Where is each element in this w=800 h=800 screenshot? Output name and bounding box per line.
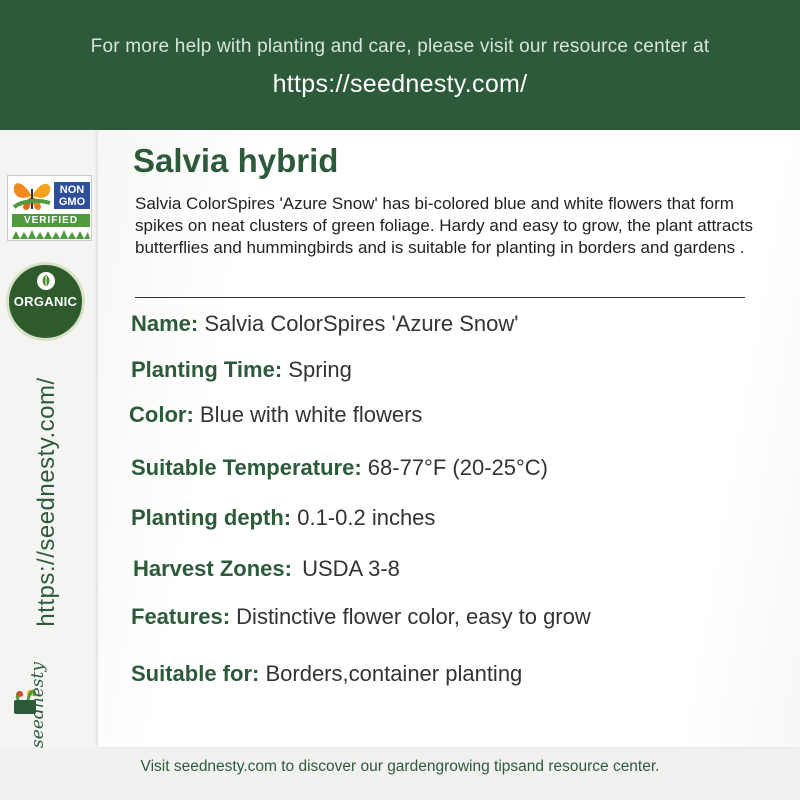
banner-help-text: For more help with planting and care, please visit our resource center at xyxy=(90,36,710,57)
non-gmo-label: NON GMO xyxy=(54,182,90,209)
footer-text: Visit seednesty.com to discover our gardengrowing tipsand resource center. xyxy=(140,758,660,775)
detail-value: Distinctive flower color, easy to grow xyxy=(236,604,591,629)
detail-label: Planting Time: xyxy=(131,357,283,382)
detail-label: Harvest Zones: xyxy=(133,556,292,581)
detail-label: Color: xyxy=(129,402,194,427)
detail-row-temperature xyxy=(131,455,548,481)
detail-label: Suitable for: xyxy=(131,661,260,686)
non-gmo-badge xyxy=(7,175,92,241)
detail-value: USDA 3-8 xyxy=(302,556,400,581)
product-description: Salvia ColorSpires 'Azure Snow' has bi-colored blue and white flowers that form spikes on neat clusters of green foliage. Hardy and easy to grow, the plant attracts butterflies and hummingbirds and is suitable for planting in borders and gardens . xyxy=(135,194,754,257)
product-title: Salvia hybrid xyxy=(133,142,339,179)
detail-value: Blue with white flowers xyxy=(199,402,423,427)
detail-row-suitable-for xyxy=(131,661,522,687)
detail-label: Planting depth: xyxy=(131,505,292,530)
detail-row-color xyxy=(129,402,422,428)
detail-value: Borders,container planting xyxy=(265,661,523,686)
organic-badge xyxy=(6,262,85,341)
detail-value: 68-77°F (20-25°C) xyxy=(367,455,549,480)
detail-label: Suitable Temperature: xyxy=(131,455,362,480)
detail-row-harvest-zones xyxy=(133,556,400,582)
detail-value: 0.1-0.2 inches xyxy=(297,505,436,530)
butterfly-icon xyxy=(10,177,54,213)
organic-label: ORGANIC xyxy=(13,294,78,309)
divider xyxy=(135,297,745,298)
brand-name: seednesty xyxy=(28,662,48,748)
top-banner xyxy=(0,0,800,130)
grass-decoration-icon xyxy=(12,229,90,239)
detail-label: Name: xyxy=(131,311,199,336)
detail-row-name xyxy=(131,311,518,337)
detail-value: Salvia ColorSpires 'Azure Snow' xyxy=(204,311,519,336)
vertical-url[interactable]: https://seednesty.com/ xyxy=(33,377,60,627)
verified-label: VERIFIED xyxy=(12,214,90,227)
detail-row-features xyxy=(131,604,591,630)
leaf-icon xyxy=(36,271,56,291)
detail-row-planting-depth xyxy=(131,505,435,531)
banner-url[interactable]: https://seednesty.com/ xyxy=(272,70,528,98)
detail-value: Spring xyxy=(288,357,352,382)
detail-row-planting-time xyxy=(131,357,352,383)
detail-label: Features: xyxy=(131,604,231,629)
